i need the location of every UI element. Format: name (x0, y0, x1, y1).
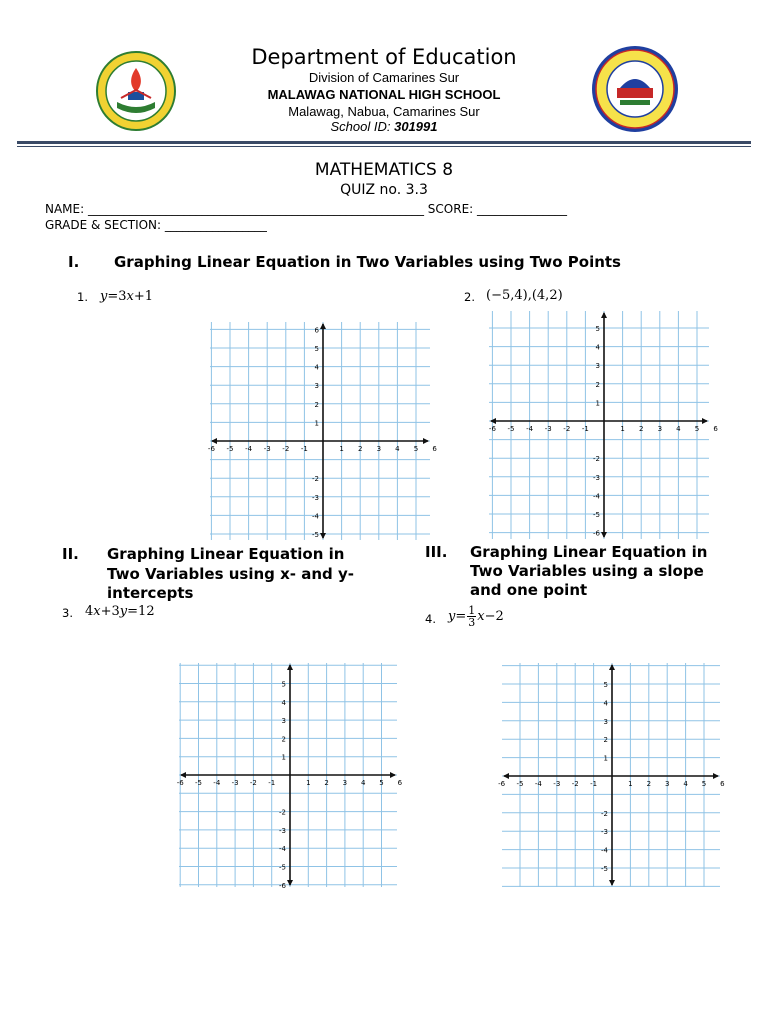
x-axis-arrow-right (390, 772, 396, 778)
y-tick-label: 3 (281, 717, 286, 726)
x-tick-label: -2 (563, 425, 571, 433)
section-3-title-line-1: Graphing Linear Equation in (470, 543, 708, 561)
y-tick-label: -6 (593, 529, 600, 538)
coordinate-grid-2 (488, 311, 718, 539)
x-tick-label: 3 (342, 779, 348, 787)
x-axis-arrow-right (702, 418, 708, 424)
x-tick-label: 6 (720, 780, 725, 788)
x-tick-label: 6 (432, 445, 437, 453)
y-tick-label: -5 (601, 865, 608, 873)
y-axis-arrow-down (320, 533, 326, 539)
x-axis-arrow-left (490, 418, 496, 424)
y-tick-label: 1 (595, 399, 600, 408)
y-tick-label: -5 (312, 531, 319, 539)
y-tick-label: -5 (279, 863, 286, 872)
x-tick-label: -5 (516, 780, 524, 788)
x-tick-label: -4 (213, 779, 221, 787)
y-tick-label: -2 (601, 809, 608, 818)
x-tick-label: 1 (339, 445, 344, 453)
x-axis-arrow-left (180, 772, 186, 778)
x-tick-label: 4 (683, 780, 688, 788)
x-tick-label: 4 (360, 779, 366, 787)
quiz-title: QUIZ no. 3.3 (340, 182, 428, 198)
x-tick-label: 5 (694, 425, 700, 433)
problem-1-number: 1. (77, 290, 88, 304)
section-2-title-line-3: intercepts (107, 584, 194, 602)
x-tick-label: -2 (249, 779, 257, 787)
y-tick-label: 4 (595, 343, 600, 352)
x-tick-label: -5 (226, 445, 234, 453)
y-tick-label: -4 (601, 846, 608, 855)
y-tick-label: -2 (279, 808, 286, 817)
y-axis-arrow-up (320, 323, 326, 329)
division-name: Division of Camarines Sur (308, 70, 460, 85)
x-tick-label: -6 (498, 780, 506, 788)
fraction-one-third: $\frac{1}{3}$ (468, 604, 476, 629)
coordinate-grid-4 (498, 663, 725, 887)
y-tick-label: -5 (593, 511, 600, 519)
y-tick-label: -4 (593, 492, 600, 501)
x-axis-arrow-left (503, 773, 509, 779)
x-tick-label: 1 (628, 780, 633, 788)
section-2-roman: II. (62, 545, 79, 563)
y-tick-label: 3 (595, 362, 600, 371)
school-id-value: 301991 (394, 119, 438, 134)
x-tick-label: 2 (324, 779, 329, 787)
header-divider-thin (17, 146, 751, 147)
x-tick-label: 2 (638, 425, 644, 433)
x-tick-label: -6 (176, 779, 184, 787)
y-tick-label: 4 (281, 698, 286, 707)
school-address: Malawag, Nabua, Camarines Sur (288, 104, 480, 119)
y-tick-label: 1 (603, 754, 608, 763)
problem-3-number: 3. (62, 606, 73, 620)
section-3-title-line-3: and one point (470, 581, 588, 599)
school-name: MALAWAG NATIONAL HIGH SCHOOL (267, 87, 501, 102)
x-tick-label: -3 (231, 779, 239, 787)
problem-2-points: (−5,4),(4,2) (486, 288, 563, 303)
y-tick-label: -3 (593, 473, 600, 482)
y-tick-label: -3 (279, 826, 286, 835)
header-divider-thick (17, 141, 751, 144)
x-tick-label: -4 (526, 425, 534, 433)
x-tick-label: -2 (571, 780, 579, 788)
x-tick-label: 2 (646, 780, 652, 788)
section-3-title-line-2: Two Variables using a slope (470, 562, 704, 580)
section-1-title: Graphing Linear Equation in Two Variables using Two Points (114, 253, 621, 271)
x-tick-label: -3 (544, 425, 552, 433)
x-tick-label: -1 (590, 780, 598, 788)
problem-2-number: 2. (464, 290, 475, 304)
x-tick-label: -3 (263, 445, 271, 453)
y-tick-label: 5 (603, 681, 608, 689)
problem-4-equation: y= $\frac{1}{3}$ x−2 (448, 604, 504, 629)
x-tick-label: 3 (657, 425, 663, 433)
x-tick-label: -2 (282, 445, 290, 453)
x-tick-label: 2 (357, 445, 363, 453)
y-tick-label: 2 (603, 736, 608, 745)
x-tick-label: 5 (379, 779, 384, 787)
x-tick-label: -3 (553, 780, 561, 788)
coordinate-grid-1 (207, 322, 437, 540)
y-tick-label: -3 (312, 493, 319, 502)
x-tick-label: 6 (397, 779, 403, 787)
problem-3-equation: 4x+3y=12 (85, 604, 155, 619)
grade-section-line: GRADE & SECTION: _________________ (45, 218, 267, 232)
x-tick-label: -1 (268, 779, 276, 787)
coordinate-grid-3 (176, 663, 403, 890)
x-tick-label: 3 (376, 445, 382, 453)
x-tick-label: -5 (195, 779, 202, 787)
x-tick-label: -1 (581, 425, 589, 433)
y-tick-label: -4 (279, 845, 286, 854)
y-axis-arrow-down (601, 532, 607, 538)
y-tick-label: -4 (312, 512, 319, 521)
problem-1-equation: y=3x+1 (100, 289, 154, 304)
department-title: Department of Education (251, 45, 517, 69)
school-id-label: School ID: (330, 119, 395, 134)
x-tick-label: 3 (664, 780, 670, 788)
y-axis-arrow-up (601, 312, 607, 318)
section-2-title-line-2: Two Variables using x- and y- (107, 565, 355, 583)
y-tick-label: 2 (281, 735, 286, 744)
y-tick-label: 5 (314, 345, 319, 353)
x-tick-label: -6 (488, 425, 496, 433)
x-tick-label: 4 (676, 425, 681, 433)
section-3-roman: III. (425, 543, 448, 561)
x-tick-label: 6 (713, 425, 718, 433)
x-tick-label: 1 (620, 425, 625, 433)
name-score-line: NAME: ________________________________________________________ SCORE: _______________ (45, 202, 568, 216)
school-id (0, 119, 768, 135)
x-tick-label: 1 (306, 779, 311, 787)
x-tick-label: -4 (534, 780, 542, 788)
y-tick-label: -2 (593, 455, 600, 464)
x-axis-arrow-right (423, 438, 429, 444)
y-tick-label: 1 (281, 753, 286, 762)
y-tick-label: 2 (595, 380, 600, 389)
x-tick-label: -1 (300, 445, 308, 453)
y-tick-label: -6 (279, 881, 286, 890)
x-tick-label: -6 (207, 445, 215, 453)
x-tick-label: 5 (701, 780, 707, 788)
y-tick-label: -2 (312, 475, 319, 484)
y-tick-label: 2 (314, 400, 319, 409)
y-tick-label: 4 (314, 363, 319, 372)
section-1-roman: I. (68, 253, 80, 271)
y-tick-label: 4 (603, 699, 608, 708)
problem-4-number: 4. (425, 612, 436, 626)
x-axis-arrow-right (713, 773, 719, 779)
y-tick-label: 6 (314, 326, 319, 335)
section-2-title-line-1: Graphing Linear Equation in (107, 545, 345, 563)
y-axis-arrow-down (609, 880, 615, 886)
y-tick-label: 3 (603, 717, 608, 726)
y-tick-label: 5 (595, 325, 600, 333)
x-tick-label: -4 (245, 445, 253, 453)
y-tick-label: -3 (601, 828, 608, 837)
x-tick-label: -5 (507, 425, 515, 433)
y-tick-label: 3 (314, 382, 319, 391)
y-tick-label: 1 (314, 419, 319, 428)
x-tick-label: 5 (413, 445, 419, 453)
x-tick-label: 4 (395, 445, 400, 453)
y-tick-label: 5 (281, 680, 286, 689)
subject-title: MATHEMATICS 8 (314, 160, 454, 180)
y-axis-arrow-up (609, 664, 615, 670)
